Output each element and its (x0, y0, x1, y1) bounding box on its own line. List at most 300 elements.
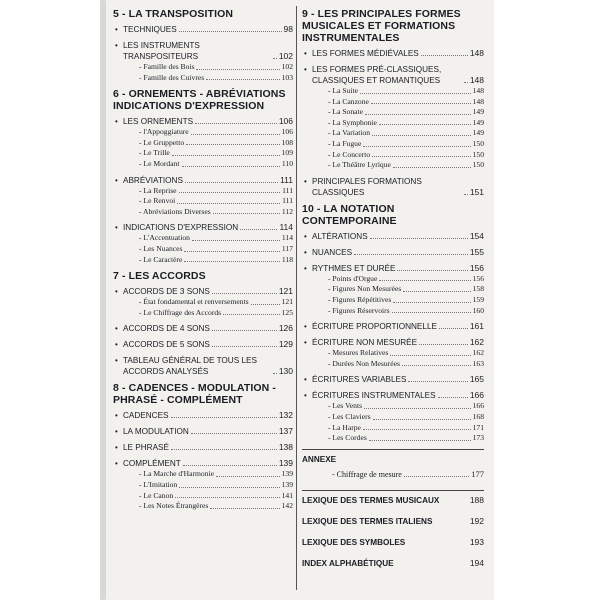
toc-entry[interactable] (302, 48, 484, 59)
leader-dots (179, 31, 282, 32)
toc-subentry[interactable] (113, 73, 293, 84)
toc-group (302, 247, 484, 258)
page-number: 125 (281, 307, 293, 317)
toc-subentry[interactable] (302, 284, 484, 295)
toc-subentry[interactable] (302, 128, 484, 139)
toc-entry[interactable] (113, 410, 293, 421)
toc-subentry[interactable] (302, 139, 484, 150)
toc-right-column (302, 8, 484, 579)
leader-dots (379, 280, 470, 281)
page-number: 158 (472, 284, 484, 294)
leader-dots (191, 134, 280, 135)
subentry-label: - La Variation (328, 128, 371, 138)
toc-subentry[interactable] (302, 150, 484, 161)
subentry-label: - Le Concerto (328, 149, 371, 159)
toc-entry[interactable] (302, 337, 484, 348)
page-number: 102 (278, 51, 293, 61)
entry-label: LA MODULATION (123, 427, 189, 437)
leader-dots (212, 330, 277, 331)
toc-entry[interactable] (113, 442, 293, 453)
subentry-label: - La Sonate (328, 107, 364, 117)
leader-dots (371, 103, 471, 104)
leader-dots (419, 344, 468, 345)
page-number: 126 (278, 323, 293, 334)
toc-entry[interactable] (113, 339, 293, 350)
leader-dots (354, 254, 468, 255)
toc-subentry[interactable] (302, 118, 484, 129)
leader-dots (393, 167, 471, 168)
subentry-label: - Le Théâtre Lyrique (328, 160, 391, 170)
leader-dots (273, 373, 277, 374)
leader-dots (392, 312, 471, 313)
subentry-label: - La Harpe (328, 422, 361, 432)
toc-entry[interactable] (302, 231, 484, 242)
toc-group (113, 40, 293, 83)
page-number: 154 (469, 230, 484, 241)
toc-subentry[interactable] (113, 244, 293, 255)
annexe-rule (302, 449, 484, 450)
leader-dots (365, 114, 471, 115)
leader-dots (370, 238, 468, 239)
toc-section (302, 8, 484, 198)
annexe-entry[interactable] (302, 469, 484, 480)
bullet-icon: • (304, 375, 307, 385)
toc-subentry[interactable] (302, 401, 484, 412)
page-number: 165 (469, 374, 484, 385)
page-number: 102 (281, 62, 293, 71)
subentry-label: - Les Notes Étrangères (139, 501, 209, 511)
entry-label: LEXIQUE DES TERMES MUSICAUX (302, 495, 440, 505)
entry-label: ÉCRITURES VARIABLES (312, 375, 407, 385)
toc-subentry[interactable] (302, 359, 484, 370)
page-number: 166 (469, 390, 484, 401)
toc-subentry[interactable] (113, 233, 293, 244)
toc-subentry[interactable] (302, 86, 484, 97)
leader-dots (369, 440, 471, 441)
subentry-label: - Le Renvoi (139, 196, 176, 206)
page-number: 110 (281, 158, 293, 168)
leader-dots (408, 381, 467, 382)
subentry-label: - Durées Non Mesurées (328, 358, 400, 368)
toc-entry[interactable] (113, 175, 293, 186)
leader-dots (240, 229, 277, 230)
page-number: 142 (281, 501, 293, 511)
bullet-icon: • (304, 263, 307, 273)
page-number: 112 (281, 206, 293, 216)
leader-dots (390, 355, 470, 356)
leader-dots (273, 58, 277, 59)
leader-dots (184, 251, 279, 252)
toc-section (113, 8, 293, 83)
leader-dots (360, 93, 471, 94)
entry-label: RYTHMES ET DURÉE (312, 263, 396, 273)
toc-group (302, 263, 484, 316)
page-number: 111 (282, 196, 293, 206)
toc-section (302, 203, 484, 444)
toc-entry[interactable] (302, 321, 484, 332)
leader-dots (439, 328, 468, 329)
page-number: 139 (281, 469, 293, 479)
page-number: 103 (281, 72, 293, 82)
leader-dots (184, 261, 279, 262)
leader-dots (212, 346, 277, 347)
entry-label: ÉCRITURES INSTRUMENTALES (312, 391, 436, 401)
toc-entry[interactable] (113, 24, 293, 35)
page-number: 162 (472, 348, 484, 358)
toc-entry[interactable] (302, 263, 484, 274)
leader-dots (363, 146, 470, 147)
bullet-icon: • (115, 117, 118, 127)
bullet-icon: • (304, 65, 307, 74)
entry-label: ABRÉVIATIONS (123, 175, 183, 185)
page-number: 121 (281, 297, 293, 307)
toc-entry[interactable] (113, 286, 293, 297)
page-number: 106 (278, 116, 293, 127)
toc-group (302, 337, 484, 369)
entry-label: INDEX ALPHABÉTIQUE (302, 558, 394, 568)
entry-label: CADENCES (123, 411, 169, 421)
bullet-icon: • (115, 41, 118, 50)
subentry-label: - Le Canon (139, 490, 174, 500)
subentry-label: - État fondamental et renversements (139, 297, 249, 307)
entry-label: TECHNIQUES (123, 25, 177, 34)
column-divider (296, 6, 297, 590)
subentry-label: - L'Accentuation (139, 233, 190, 243)
entry-label: LES INSTRUMENTS TRANSPOSITEURS (123, 41, 200, 61)
page-number: 148 (469, 48, 484, 58)
page-number: 148 (469, 75, 484, 85)
page-number: 121 (278, 286, 293, 297)
leader-dots (196, 69, 279, 70)
entry-label: ÉCRITURE NON MESURÉE (312, 338, 418, 348)
bullet-icon: • (115, 459, 118, 469)
leader-dots (364, 408, 471, 409)
entry-label: ÉCRITURE PROPORTIONNELLE (312, 322, 437, 332)
leader-dots (171, 449, 277, 450)
leader-dots (171, 417, 277, 418)
entry-label: ALTÉRATIONS (312, 231, 368, 241)
toc-group (113, 426, 293, 437)
toc-subentry[interactable] (113, 159, 293, 170)
page-number: 177 (471, 468, 484, 479)
page-number: 137 (278, 426, 293, 437)
toc-subentry[interactable] (113, 480, 293, 491)
page-number: 148 (472, 86, 484, 95)
toc-subentry[interactable] (113, 207, 293, 218)
toc-section (113, 270, 293, 377)
leader-dots (195, 123, 277, 124)
subentry-label: - La Reprise (139, 185, 177, 195)
leader-dots (172, 155, 280, 156)
page-number: 139 (278, 458, 293, 469)
page-number: 111 (282, 185, 293, 195)
toc-subentry[interactable] (302, 306, 484, 317)
leader-dots (438, 397, 468, 398)
entry-label: LEXIQUE DES TERMES ITALIENS (302, 516, 433, 526)
page-number: 114 (279, 222, 293, 233)
toc-group (113, 116, 293, 169)
back-matter-entry[interactable] (302, 558, 484, 569)
leader-dots (210, 508, 279, 509)
toc-group (113, 286, 293, 318)
leader-dots (464, 82, 468, 83)
page-number: 98 (283, 24, 293, 34)
entry-label: NUANCES (312, 247, 353, 257)
toc-group (302, 390, 484, 443)
toc-subentry[interactable] (113, 62, 293, 73)
section-title[interactable]: 7 - LES ACCORDS (113, 270, 206, 283)
subentry-label: - Le Mordant (139, 158, 180, 168)
subentry-label: - Le Trille (139, 148, 170, 158)
leader-dots (179, 192, 281, 193)
bullet-icon: • (115, 287, 118, 297)
toc-entry[interactable] (302, 374, 484, 385)
subentry-label: - l'Appoggiature (139, 127, 189, 137)
bullet-icon: • (115, 356, 118, 366)
toc-subentry[interactable] (302, 97, 484, 108)
leader-dots (213, 213, 280, 214)
leader-dots (186, 144, 279, 145)
toc-subentry[interactable] (113, 148, 293, 159)
subentry-label: - Le Chiffrage des Accords (139, 307, 222, 317)
leader-dots (223, 314, 280, 315)
leader-dots (251, 304, 280, 305)
subentry-label: - Famille des Bois (139, 62, 195, 71)
toc-subentry[interactable] (113, 138, 293, 149)
toc-group (113, 222, 293, 265)
section-title[interactable]: 6 - ORNEMENTS - ABRÉVIATIONS INDICATIONS D'EXPRESSION (113, 88, 286, 113)
subentry-label: - Les Cordes (328, 433, 367, 443)
bullet-icon: • (115, 223, 118, 233)
bullet-icon: • (115, 427, 118, 437)
subentry-label: - Les Nuances (139, 243, 183, 253)
subentry-label: - Les Vents (328, 401, 363, 411)
leader-dots (372, 156, 470, 157)
toc-subentry[interactable] (113, 186, 293, 197)
toc-group (113, 410, 293, 421)
page-number: 168 (472, 411, 484, 421)
toc-section (113, 88, 293, 265)
subentry-label: - La Suite (328, 86, 358, 95)
page-number: 159 (472, 294, 484, 304)
page-number: 141 (281, 490, 293, 500)
page-number: 148 (472, 96, 484, 106)
leader-dots (464, 194, 468, 195)
bullet-icon: • (115, 175, 118, 185)
toc-subentry[interactable] (113, 196, 293, 207)
leader-dots (192, 240, 280, 241)
toc-subentry[interactable] (302, 348, 484, 359)
entry-label: - Chiffrage de mesure (332, 469, 402, 479)
leader-dots (177, 203, 280, 204)
bullet-icon: • (115, 340, 118, 350)
page-number: 166 (472, 401, 484, 411)
toc-group (113, 458, 293, 511)
page-number: 117 (281, 243, 293, 253)
toc-entry[interactable] (113, 355, 293, 377)
page-number: 149 (472, 117, 484, 127)
toc-subentry[interactable] (302, 107, 484, 118)
bullet-icon: • (304, 49, 307, 58)
subentry-label: - Mesures Relatives (328, 348, 389, 358)
leader-dots (363, 429, 471, 430)
subentry-label: - La Fugue (328, 138, 362, 148)
toc-group (302, 176, 484, 198)
toc-entry[interactable] (302, 176, 484, 198)
page-number: 150 (472, 138, 484, 148)
entry-label: COMPLÉMENT (123, 459, 181, 469)
annexe-heading[interactable] (302, 454, 484, 465)
toc-entry[interactable] (302, 64, 484, 86)
toc-entry[interactable] (113, 323, 293, 334)
leader-dots (421, 55, 468, 56)
bullet-icon: • (304, 391, 307, 401)
page-number: 149 (472, 107, 484, 117)
page-number: 118 (281, 254, 293, 264)
entry-label: LES FORMES PRÉ-CLASSIQUES, CLASSIQUES ET ROMANTIQUES (312, 65, 442, 85)
page-number: 193 (469, 536, 484, 547)
leader-dots (372, 135, 471, 136)
entry-label: ACCORDS DE 5 SONS (123, 340, 210, 350)
page-number: 161 (469, 321, 484, 332)
leader-dots (216, 476, 280, 477)
subentry-label: - La Symphonie (328, 117, 377, 127)
toc-entry[interactable] (113, 40, 293, 62)
entry-label: LES FORMES MÉDIÉVALES (312, 49, 419, 58)
subentry-label: - Figures Répétitives (328, 294, 392, 304)
toc-section (113, 382, 293, 511)
entry-label: TABLEAU GÉNÉRAL DE TOUS LES ACCORDS ANALYSÉS (123, 356, 257, 377)
back-matter-entry[interactable] (302, 537, 484, 548)
page-number: 132 (278, 410, 293, 421)
toc-entry[interactable] (302, 247, 484, 258)
annexe-title: ANNEXE (302, 454, 337, 464)
page-number: 150 (472, 160, 484, 170)
section-title[interactable]: 9 - LES PRINCIPALES FORMES MUSICALES ET FORMATIONS INSTRUMENTALES (302, 8, 461, 44)
toc-subentry[interactable] (113, 308, 293, 319)
toc-entry[interactable] (113, 222, 293, 233)
toc-group (113, 24, 293, 35)
leader-dots (379, 124, 471, 125)
subentry-label: - Abréviations Diverses (139, 206, 211, 216)
page-number: 188 (469, 494, 484, 505)
page-number: 111 (280, 174, 293, 185)
toc-group (302, 231, 484, 242)
subentry-label: - La Marche d'Harmonie (139, 469, 214, 479)
page-number: 156 (472, 273, 484, 283)
page-number: 151 (469, 186, 484, 197)
toc-subentry[interactable] (302, 423, 484, 434)
leader-dots (393, 302, 470, 303)
toc-subentry[interactable] (113, 255, 293, 266)
bullet-icon: • (304, 338, 307, 348)
toc-subentry[interactable] (113, 491, 293, 502)
leader-dots (212, 293, 277, 294)
bullet-icon: • (304, 231, 307, 241)
toc-group (302, 64, 484, 171)
toc-subentry[interactable] (302, 295, 484, 306)
toc-subentry[interactable] (113, 127, 293, 138)
leader-dots (206, 79, 279, 80)
leader-dots (397, 270, 467, 271)
leader-dots (179, 487, 279, 488)
entry-label: INDICATIONS D'EXPRESSION (123, 223, 239, 233)
toc-group (302, 321, 484, 332)
page-number: 192 (469, 515, 484, 526)
toc-subentry[interactable] (302, 274, 484, 285)
toc-group (113, 323, 293, 334)
toc-group (302, 48, 484, 59)
toc-subentry[interactable] (302, 160, 484, 171)
toc-entry[interactable] (113, 116, 293, 127)
entry-label: ACCORDS DE 3 SONS (123, 287, 210, 297)
leader-dots (402, 365, 471, 366)
page-number: 114 (281, 233, 293, 243)
entry-label: LE PHRASÉ (123, 443, 169, 453)
leader-dots (185, 182, 278, 183)
back-matter-entry[interactable] (302, 516, 484, 527)
bullet-icon: • (304, 322, 307, 332)
entry-label: PRINCIPALES FORMATIONS CLASSIQUES (312, 176, 422, 197)
page-number: 139 (281, 479, 293, 489)
page-number: 156 (469, 262, 484, 273)
subentry-label: - Figures Non Mesurées (328, 284, 402, 294)
bullet-icon: • (115, 443, 118, 453)
toc-subentry[interactable] (302, 412, 484, 423)
page-number: 108 (281, 137, 293, 147)
toc-entry[interactable] (113, 426, 293, 437)
page-number: 106 (281, 127, 293, 137)
leader-dots (191, 433, 277, 434)
bullet-icon: • (304, 176, 307, 186)
subentry-label: - Les Claviers (328, 411, 371, 421)
page-number: 173 (472, 433, 484, 443)
entry-label: LES ORNEMENTS (123, 117, 194, 127)
subentry-label: - La Canzone (328, 96, 369, 106)
leader-dots (183, 465, 277, 466)
toc-group (113, 355, 293, 377)
toc-entry[interactable] (113, 458, 293, 469)
subentry-label: - Points d'Orgue (328, 273, 378, 283)
back-matter-rule (302, 490, 484, 491)
page-number: 160 (472, 305, 484, 315)
page-number: 150 (472, 149, 484, 159)
page-number: 171 (472, 422, 484, 432)
subentry-label: - Le Gruppetto (139, 137, 185, 147)
section-title[interactable]: 8 - CADENCES - MODULATION - PHRASÉ - COMPLÉMENT (113, 382, 276, 407)
entry-label: ACCORDS DE 4 SONS (123, 324, 210, 334)
page-number: 130 (278, 366, 293, 377)
toc-subentry[interactable] (113, 469, 293, 480)
entry-label: LEXIQUE DES SYMBOLES (302, 537, 406, 547)
toc-subentry[interactable] (302, 433, 484, 444)
section-title[interactable]: 5 - LA TRANSPOSITION (113, 8, 234, 20)
toc-group (113, 442, 293, 453)
page-number: 129 (278, 339, 293, 350)
bullet-icon: • (115, 25, 118, 34)
bullet-icon: • (115, 411, 118, 421)
toc-subentry[interactable] (113, 501, 293, 512)
toc-subentry[interactable] (113, 297, 293, 308)
leader-dots (182, 166, 280, 167)
page-number: 155 (469, 246, 484, 257)
leader-dots (175, 497, 279, 498)
section-title[interactable]: 10 - LA NOTATION CONTEMPORAINE (302, 202, 397, 227)
toc-group (302, 374, 484, 385)
page-number: 194 (469, 557, 484, 568)
back-matter-entry[interactable] (302, 495, 484, 506)
toc-entry[interactable] (302, 390, 484, 401)
